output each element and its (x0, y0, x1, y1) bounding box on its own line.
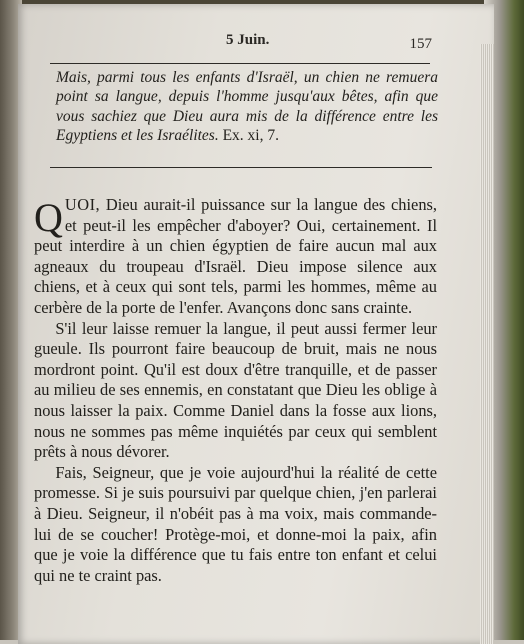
paragraph-1 (34, 195, 437, 319)
paragraph-2: S'il leur laisse remuer la langue, il peut aussi fermer leur gueule. Ils pourront faire beaucoup de bruit, mais ne nous mordront point. Qu'il est doux d'être tranquille, et de passer au milieu de ses ennemis, en constatant que Dieu les oblige à nous laisser la paix. Comme Daniel dans la fosse aux lions, nous ne sommes pas même inquiétés par ceux qui semblent prêts à nous dévorer. (34, 318, 437, 462)
page-number: 157 (409, 36, 432, 52)
epigraph-text: Mais, parmi tous les enfants d'Israël, un chien ne remuera point sa langue, depuis l'homme jusqu'aux bêtes, afin que vous sachiez que Dieu aura mis de la différence entre les Egyptiens et les Israélites. (56, 69, 438, 145)
header-rule (50, 63, 430, 64)
drop-cap: Q (34, 195, 63, 240)
first-word: UOI, (64, 195, 101, 214)
epigraph-rule (50, 167, 432, 168)
epigraph (56, 68, 438, 146)
body-text (34, 195, 437, 586)
epigraph-reference: Ex. xi, 7. (222, 127, 279, 145)
running-title: 5 Juin. (226, 32, 270, 48)
paragraph-3: Fais, Seigneur, que je voie aujourd'hui la réalité de cette promesse. Si je suis poursuivi par quelque chien, j'en parlerai à Dieu. Seigneur, il n'obéit pas à ma voix, mais commande-lui de se coucher! Protège-moi, et donne-moi la paix, afin que je voie la différence que tu fais entre ton enfant et celui qui ne te craint pas. (34, 462, 437, 585)
page-header (36, 30, 436, 56)
page-edges (480, 44, 494, 644)
paragraph-1-text: Dieu aurait-il puissance sur la langue des chiens, et peut-il les empêcher d'aboyer? Oui, certainement. Il peut interdire à un chien égyptien de faire aucun mal aux agneaux du troupeau d'Israël. Dieu impose silence aux chiens, et à ceux qui sont tels, parmi les hommes, même au cerbère de la porte de l'enfer. Avançons donc sans crainte. (34, 195, 437, 317)
